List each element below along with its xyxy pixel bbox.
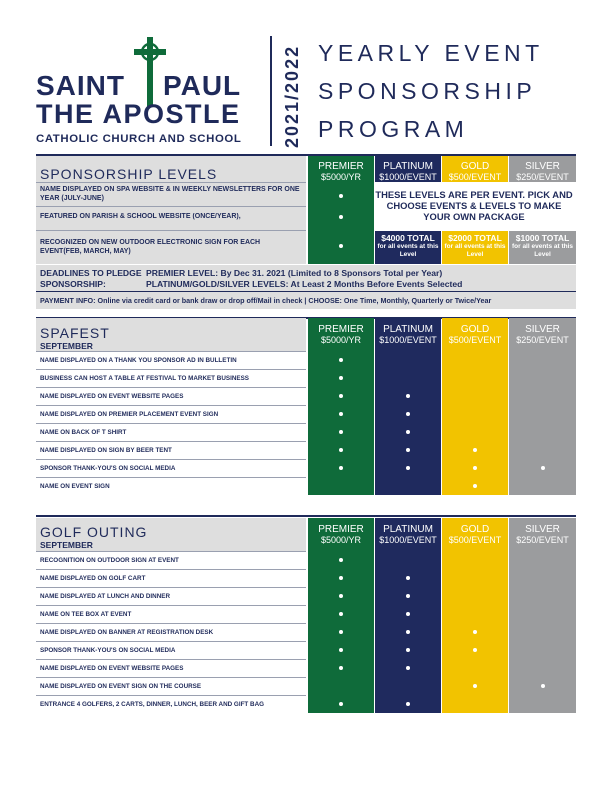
gold-check-dot — [473, 484, 477, 488]
premier-check-dot — [339, 466, 343, 470]
platinum-name: PLATINUM — [383, 324, 433, 335]
premier-check-dot — [339, 666, 343, 670]
premier-name: PREMIER — [318, 324, 364, 335]
premier-check-dot — [339, 376, 343, 380]
program-year: 2021/2022 — [282, 44, 302, 148]
platinum-check-dot — [406, 430, 410, 434]
platinum-check-dot — [406, 612, 410, 616]
silver-name: SILVER — [525, 524, 560, 535]
title-line-3: PROGRAM — [318, 116, 469, 142]
table-row-label: NAME DISPLAYED ON EVENT WEBSITE PAGES — [40, 393, 184, 400]
silver-price: $250/EVENT — [516, 172, 569, 182]
premier-price: $5000/YR — [320, 335, 362, 345]
premier-check-dot — [339, 448, 343, 452]
row-divider — [36, 551, 306, 552]
deadline-other-levels: PLATINUM/GOLD/SILVER LEVELS: At Least 2 Months Before Events Selected — [146, 279, 463, 289]
premier-check-dot — [339, 430, 343, 434]
table-row-label: NAME DISPLAYED ON BANNER AT REGISTRATION DESK — [40, 629, 214, 636]
gold-total-caption: for all events at this Level — [444, 243, 506, 258]
gold-header — [442, 162, 508, 182]
levels-row-1-label: NAME DISPLAYED ON SPA WEBSITE & IN WEEKLY NEWSLETTERS FOR ONE YEAR (JULY-JUNE) — [40, 186, 300, 202]
premier-price: $5000/YR — [320, 535, 362, 545]
row-divider — [36, 182, 306, 183]
silver-header — [509, 525, 576, 545]
table-row-label: NAME ON TEE BOX AT EVENT — [40, 611, 132, 618]
silver-price: $250/EVENT — [516, 335, 569, 345]
platinum-check-dot — [406, 466, 410, 470]
premier-check-dot — [339, 358, 343, 362]
row-divider — [36, 459, 306, 460]
row-divider — [36, 477, 306, 478]
table-row-label: NAME DISPLAYED ON EVENT WEBSITE PAGES — [40, 665, 184, 672]
platinum-check-dot — [406, 394, 410, 398]
premier-check-dot — [339, 244, 343, 248]
brand-name-line1 — [36, 70, 241, 102]
platinum-name: PLATINUM — [383, 524, 433, 535]
premier-check-dot — [339, 702, 343, 706]
silver-total — [509, 234, 576, 259]
brand-word-paul: PAUL — [163, 70, 242, 101]
row-divider — [36, 569, 306, 570]
premier-check-dot — [339, 194, 343, 198]
silver-total-amount: $1000 TOTAL — [515, 233, 570, 243]
premier-check-dot — [339, 648, 343, 652]
gold-header — [442, 325, 508, 345]
table-row-label: NAME DISPLAYED ON GOLF CART — [40, 575, 146, 582]
platinum-name: PLATINUM — [383, 161, 433, 172]
premier-check-dot — [339, 630, 343, 634]
gold-check-dot — [473, 448, 477, 452]
brand-tagline: CATHOLIC CHURCH AND SCHOOL — [36, 133, 242, 145]
row-divider — [36, 423, 306, 424]
silver-header — [509, 325, 576, 345]
row-divider — [36, 623, 306, 624]
gold-price: $500/EVENT — [448, 172, 502, 182]
deadlines-label-1: DEADLINES TO PLEDGE — [40, 268, 142, 278]
platinum-header — [375, 325, 441, 345]
platinum-check-dot — [406, 448, 410, 452]
gold-name: GOLD — [460, 161, 490, 172]
table-row-label: NAME DISPLAYED ON EVENT SIGN ON THE COURSE — [40, 683, 202, 690]
gold-check-dot — [473, 630, 477, 634]
premier-header — [308, 162, 374, 182]
gold-price: $500/EVENT — [448, 335, 502, 345]
table-row-label: NAME ON BACK OF T SHIRT — [40, 429, 127, 436]
row-divider — [36, 405, 306, 406]
row-divider — [36, 641, 306, 642]
brand-name-line2: THE APOSTLE — [36, 99, 241, 129]
table-row-label: SPONSOR THANK-YOU'S ON SOCIAL MEDIA — [40, 647, 176, 654]
table-row-label: NAME DISPLAYED ON PREMIER PLACEMENT EVENT SIGN — [40, 411, 219, 418]
section-rule — [36, 515, 576, 517]
row-divider — [36, 441, 306, 442]
premier-check-dot — [339, 394, 343, 398]
silver-price: $250/EVENT — [516, 535, 569, 545]
payment-divider — [36, 291, 576, 292]
table-row-label: NAME DISPLAYED ON SIGN BY BEER TENT — [40, 447, 172, 454]
silver-name: SILVER — [525, 324, 560, 335]
table-row-label: RECOGNITION ON OUTDOOR SIGN AT EVENT — [40, 557, 179, 564]
silver-header — [509, 162, 576, 182]
platinum-header — [375, 162, 441, 182]
platinum-price: $1000/EVENT — [379, 535, 437, 545]
gold-price: $500/EVENT — [448, 535, 502, 545]
spafest-month: SEPTEMBER — [40, 341, 93, 351]
platinum-check-dot — [406, 648, 410, 652]
premier-check-dot — [339, 558, 343, 562]
platinum-check-dot — [406, 412, 410, 416]
gold-name: GOLD — [460, 524, 490, 535]
table-row-label: NAME ON EVENT SIGN — [40, 483, 110, 490]
silver-total-caption: for all events at this Level — [511, 243, 574, 258]
premier-name: PREMIER — [318, 161, 364, 172]
golf-month: SEPTEMBER — [40, 540, 93, 550]
premier-name: PREMIER — [318, 524, 364, 535]
platinum-check-dot — [406, 666, 410, 670]
golf-title: GOLF OUTING — [40, 524, 148, 540]
platinum-check-dot — [406, 576, 410, 580]
deadline-premier: PREMIER LEVEL: By Dec 31. 2021 (Limited to 8 Sponsors Total per Year) — [146, 268, 443, 278]
silver-check-dot — [541, 466, 545, 470]
platinum-check-dot — [406, 702, 410, 706]
gold-total — [442, 234, 508, 259]
table-row-label: ENTRANCE 4 GOLFERS, 2 CARTS, DINNER, LUNCH, BEER AND GIFT BAG — [40, 701, 265, 708]
premier-check-dot — [339, 576, 343, 580]
row-divider — [36, 351, 306, 352]
platinum-check-dot — [406, 594, 410, 598]
platinum-price: $1000/EVENT — [379, 335, 437, 345]
row-divider — [36, 605, 306, 606]
premier-price: $5000/YR — [320, 172, 362, 182]
gold-total-amount: $2000 TOTAL — [448, 233, 502, 243]
table-row-label: NAME DISPLAYED ON A THANK YOU SPONSOR AD IN BULLETIN — [40, 357, 237, 364]
row-divider — [36, 695, 306, 696]
gold-header — [442, 525, 508, 545]
table-row-label: NAME DISPLAYED AT LUNCH AND DINNER — [40, 593, 171, 600]
payment-info: PAYMENT INFO: Online via credit card or bank draw or drop off/Mail in check | CHOOSE: One Time, Monthly, Quarterly or Twice/Year — [40, 296, 492, 305]
premier-check-dot — [339, 215, 343, 219]
row-divider — [36, 230, 306, 231]
platinum-total-caption: for all events at this Level — [377, 243, 439, 258]
table-row-label: BUSINESS CAN HOST A TABLE AT FESTIVAL TO MARKET BUSINESS — [40, 375, 249, 382]
premier-header — [308, 325, 374, 345]
levels-row-2-label: FEATURED ON PARISH & SCHOOL WEBSITE (ONCE/YEAR), — [40, 213, 241, 220]
silver-check-dot — [541, 684, 545, 688]
gold-check-dot — [473, 466, 477, 470]
brand-word-saint: SAINT — [36, 70, 125, 101]
platinum-header — [375, 525, 441, 545]
header-divider — [270, 36, 272, 146]
premier-header — [308, 525, 374, 545]
gold-check-dot — [473, 648, 477, 652]
row-divider — [36, 587, 306, 588]
platinum-price: $1000/EVENT — [379, 172, 437, 182]
sponsorship-levels-title: SPONSORSHIP LEVELS — [40, 166, 218, 182]
per-event-note: THESE LEVELS ARE PER EVENT. PICK AND CHOOSE EVENTS & LEVELS TO MAKE YOUR OWN PACKAGE — [375, 189, 573, 222]
row-divider — [36, 387, 306, 388]
premier-check-dot — [339, 594, 343, 598]
title-line-2: SPONSORSHIP — [318, 78, 537, 104]
table-row-label: SPONSOR THANK-YOU'S ON SOCIAL MEDIA — [40, 465, 176, 472]
row-divider — [36, 677, 306, 678]
spafest-title: SPAFEST — [40, 325, 110, 341]
platinum-check-dot — [406, 630, 410, 634]
premier-check-dot — [339, 412, 343, 416]
gold-name: GOLD — [460, 324, 490, 335]
levels-row-3-label: RECOGNIZED ON NEW OUTDOOR ELECTRONIC SIGN FOR EACH EVENT(FEB, MARCH, MAY) — [40, 239, 261, 255]
deadlines-label-2: SPONSORSHIP: — [40, 279, 106, 289]
row-divider — [36, 659, 306, 660]
platinum-total-amount: $4000 TOTAL — [381, 233, 435, 243]
row-divider — [36, 369, 306, 370]
gold-check-dot — [473, 684, 477, 688]
platinum-total — [375, 234, 441, 259]
title-line-1: YEARLY EVENT — [318, 40, 544, 66]
row-divider — [36, 206, 306, 207]
silver-name: SILVER — [525, 161, 560, 172]
premier-check-dot — [339, 612, 343, 616]
